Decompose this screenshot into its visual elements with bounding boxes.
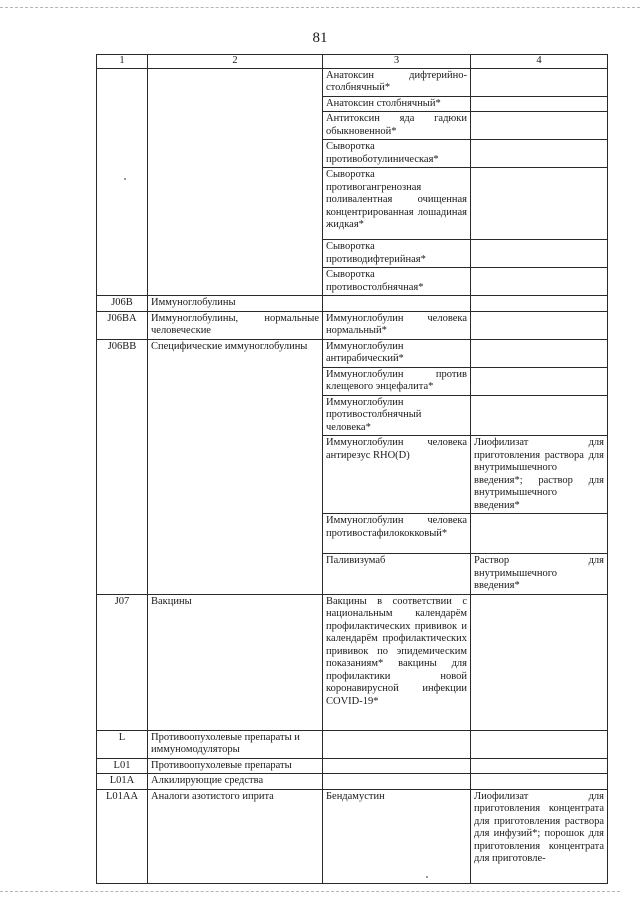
form-cell	[471, 112, 608, 140]
group-cell: Противоопухолевые препараты и иммуномодуляторы	[148, 730, 323, 758]
atc-code-cell: L01AA	[97, 789, 148, 883]
form-cell	[471, 395, 608, 436]
form-cell: Раствор для внутримышечного введения*	[471, 554, 608, 595]
page-number: 81	[312, 30, 328, 46]
group-cell: Аналоги азотистого иприта	[148, 789, 323, 883]
scan-artifact-line	[0, 891, 620, 892]
atc-code-cell: L01	[97, 758, 148, 774]
drug-cell: Анатоксин дифтерийно-столбнячный*	[323, 68, 471, 96]
scan-artifact-line	[0, 7, 640, 8]
table-row	[97, 774, 608, 790]
group-cell: Специфические иммуноглобулины	[148, 339, 323, 594]
column-header: 2	[148, 55, 323, 69]
atc-code-cell: J07	[97, 594, 148, 730]
form-cell: Лиофилизат для приготовления раствора для внутримышечного введения*; раствор для внутримышечного введения*	[471, 436, 608, 514]
atc-code-cell	[97, 68, 148, 296]
form-cell	[471, 367, 608, 395]
drug-cell: Бендамустин	[323, 789, 471, 883]
drug-cell: Иммуноглобулин человека противостафилококковый*	[323, 514, 471, 554]
drug-cell: Паливизумаб	[323, 554, 471, 595]
column-header: 4	[471, 55, 608, 69]
drug-cell	[323, 296, 471, 312]
form-cell	[471, 758, 608, 774]
atc-code-cell: J06B	[97, 296, 148, 312]
group-cell: Иммуноглобулины	[148, 296, 323, 312]
form-cell	[471, 240, 608, 268]
form-cell	[471, 68, 608, 96]
drug-table	[96, 54, 608, 884]
atc-code-cell: L	[97, 730, 148, 758]
form-cell	[471, 774, 608, 790]
form-cell: Лиофилизат для приготовления концентрата для приготовления раствора для инфузий*; порошок для приготовления концентрата для приготовле-	[471, 789, 608, 883]
drug-cell: Иммуноглобулин человека нормальный*	[323, 311, 471, 339]
atc-code-cell: J06BB	[97, 339, 148, 594]
drug-cell	[323, 730, 471, 758]
drug-cell: Сыворотка противогангренозная поливалентная очищенная концентрированная лошадиная жидкая*	[323, 168, 471, 240]
drug-cell: Сыворотка противодифтерийная*	[323, 240, 471, 268]
form-cell	[471, 514, 608, 554]
drug-cell: Иммуноглобулин против клещевого энцефалита*	[323, 367, 471, 395]
table-row	[97, 68, 608, 96]
form-cell	[471, 268, 608, 296]
table-row	[97, 730, 608, 758]
group-cell	[148, 68, 323, 296]
drug-cell: Сыворотка противостолбнячная*	[323, 268, 471, 296]
table-row	[97, 311, 608, 339]
form-cell	[471, 594, 608, 730]
drug-cell: Сыворотка противоботулиническая*	[323, 140, 471, 168]
drug-cell: Иммуноглобулин человека антирезус RHO(D)	[323, 436, 471, 514]
scan-speck	[124, 178, 126, 180]
form-cell	[471, 296, 608, 312]
drug-cell: Иммуноглобулин антирабический*	[323, 339, 471, 367]
group-cell: Вакцины	[148, 594, 323, 730]
table-header-row	[97, 55, 608, 69]
atc-code-cell: L01A	[97, 774, 148, 790]
drug-cell: Иммуноглобулин противостолбнячный человека*	[323, 395, 471, 436]
form-cell	[471, 168, 608, 240]
atc-code-cell: J06BA	[97, 311, 148, 339]
group-cell: Противоопухолевые препараты	[148, 758, 323, 774]
drug-cell	[323, 774, 471, 790]
table-row	[97, 789, 608, 883]
form-cell	[471, 339, 608, 367]
table-row	[97, 758, 608, 774]
drug-cell: Антитоксин яда гадюки обыкновенной*	[323, 112, 471, 140]
group-cell: Алкилирующие средства	[148, 774, 323, 790]
form-cell	[471, 730, 608, 758]
drug-cell: Анатоксин столбнячный*	[323, 96, 471, 112]
table-row	[97, 296, 608, 312]
form-cell	[471, 140, 608, 168]
scan-speck	[426, 876, 428, 878]
group-cell: Иммуноглобулины, нормальные человеческие	[148, 311, 323, 339]
form-cell	[471, 311, 608, 339]
column-header: 1	[97, 55, 148, 69]
column-header: 3	[323, 55, 471, 69]
table-row	[97, 594, 608, 730]
drug-cell: Вакцины в соответствии с национальным календарём профилактических прививок и календарём профилактических прививок по эпидемическим показаниям* вакцины для профилактики новой коронавирусной инфекции COVID-19*	[323, 594, 471, 730]
drug-cell	[323, 758, 471, 774]
form-cell	[471, 96, 608, 112]
table-row	[97, 339, 608, 367]
